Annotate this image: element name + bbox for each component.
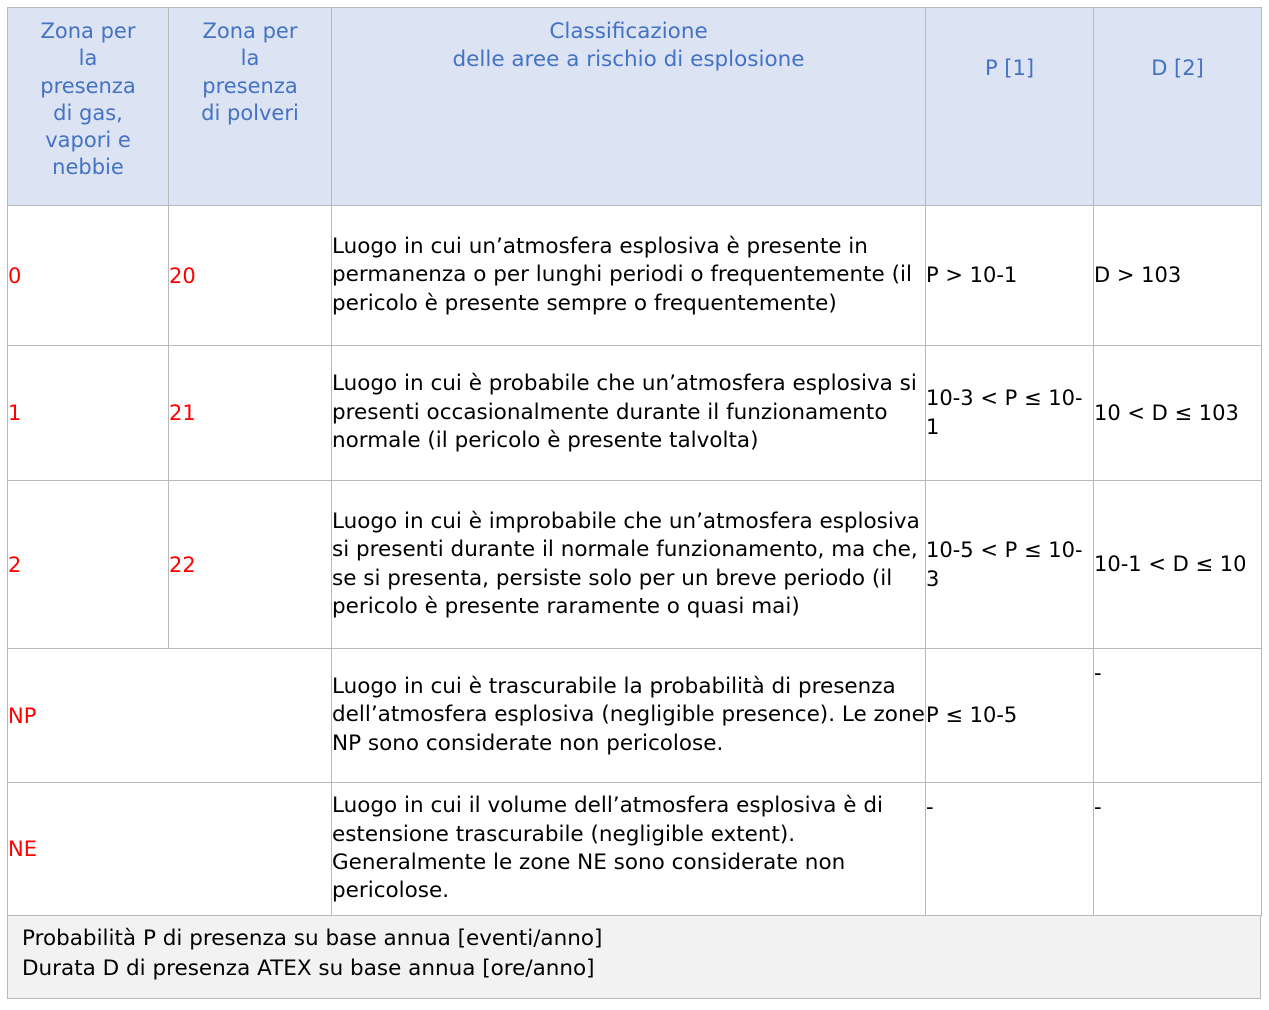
table-row [8, 481, 1262, 649]
table-row [8, 346, 1262, 481]
cell-probability: 10-3 < P ≤ 10-1 [926, 346, 1094, 481]
footnote-probability: Probabilità P di presenza su base annua [eventi/anno] [22, 926, 603, 951]
header-line: vapori e [45, 128, 131, 153]
column-header-probability: P [1] [926, 8, 1094, 206]
cell-probability: P ≤ 10-5 [926, 649, 1094, 783]
table-row [8, 206, 1262, 346]
header-line: presenza [202, 73, 298, 98]
cell-zone-dust: 20 [169, 206, 332, 346]
column-header-classification [332, 8, 926, 206]
cell-classification: Luogo in cui un’atmosfera esplosiva è presente in permanenza o per lunghi periodi o frequentemente (il pericolo è presente sempre o frequentemente) [332, 206, 926, 346]
cell-probability: P > 10-1 [926, 206, 1094, 346]
header-line: di gas, [53, 100, 123, 125]
cell-zone-merged: NE [8, 783, 332, 916]
header-line: di polveri [201, 100, 299, 125]
table-footnotes [7, 916, 1261, 999]
table-body [8, 206, 1262, 916]
header-line: Classificazione [549, 19, 708, 44]
cell-zone-gas: 2 [8, 481, 169, 649]
cell-zone-dust: 22 [169, 481, 332, 649]
cell-duration: - [1094, 783, 1262, 916]
cell-classification: Luogo in cui il volume dell’atmosfera esplosiva è di estensione trascurabile (negligible extent). Generalmente le zone NE sono considerate non pericolose. [332, 783, 926, 916]
column-header-duration: D [2] [1094, 8, 1262, 206]
column-header-zone-dust [169, 8, 332, 206]
cell-classification: Luogo in cui è improbabile che un’atmosfera esplosiva si presenti durante il normale funzionamento, ma che, se si presenta, persiste solo per un breve periodo (il pericolo è presente raramente o quasi mai) [332, 481, 926, 649]
cell-duration: 10 < D ≤ 103 [1094, 346, 1262, 481]
cell-zone-dust: 21 [169, 346, 332, 481]
cell-zone-merged: NP [8, 649, 332, 783]
header-line: delle aree a rischio di esplosione [452, 46, 805, 72]
header-line: nebbie [52, 155, 124, 180]
cell-classification: Luogo in cui è trascurabile la probabilità di presenza dell’atmosfera esplosiva (negligible presence). Le zone NP sono considerate non pericolose. [332, 649, 926, 783]
cell-duration: D > 103 [1094, 206, 1262, 346]
cell-probability: - [926, 783, 1094, 916]
table-row [8, 649, 1262, 783]
cell-classification: Luogo in cui è probabile che un’atmosfera esplosiva si presenti occasionalmente durante il funzionamento normale (il pericolo è presente talvolta) [332, 346, 926, 481]
header-line: Zona per [40, 19, 136, 43]
atex-zone-classification-table [7, 7, 1262, 916]
cell-zone-gas: 1 [8, 346, 169, 481]
footnote-duration: Durata D di presenza ATEX su base annua [ore/anno] [22, 956, 595, 982]
header-line: la [240, 46, 260, 71]
table-header [8, 8, 1262, 206]
cell-zone-gas: 0 [8, 206, 169, 346]
header-line: presenza [40, 73, 136, 98]
cell-duration: - [1094, 649, 1262, 783]
header-row [8, 8, 1262, 206]
cell-probability: 10-5 < P ≤ 10-3 [926, 481, 1094, 649]
cell-duration: 10-1 < D ≤ 10 [1094, 481, 1262, 649]
header-line: la [78, 46, 98, 71]
column-header-zone-gas [8, 8, 169, 206]
table-row [8, 783, 1262, 916]
header-line: Zona per [202, 19, 298, 43]
